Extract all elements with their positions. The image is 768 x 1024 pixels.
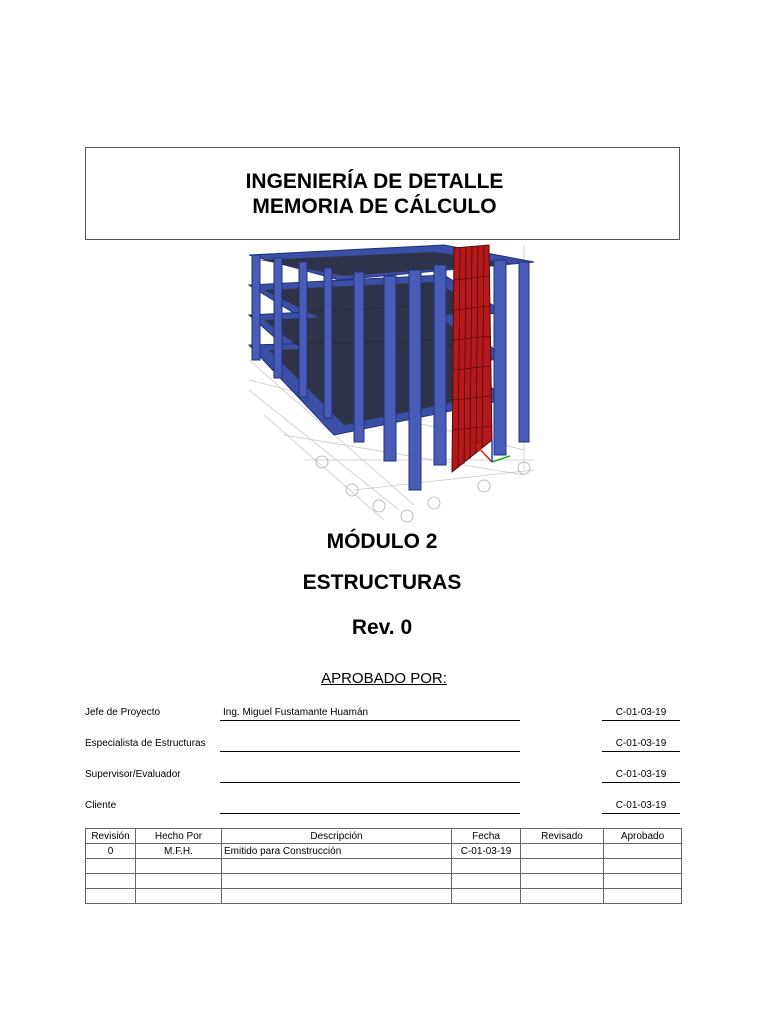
table-cell (521, 874, 604, 889)
table-cell: C-01-03-19 (452, 844, 521, 859)
discipline-heading: ESTRUCTURAS (302, 571, 462, 594)
table-cell (521, 844, 604, 859)
table-cell (452, 889, 521, 904)
table-cell: Emitido para Construcción (222, 844, 452, 859)
signature-line (220, 800, 520, 814)
table-row (86, 889, 682, 904)
signature-date: C-01-03-19 (602, 769, 680, 783)
column-header: Fecha (452, 829, 521, 844)
column-header: Revisión (86, 829, 136, 844)
table-row (86, 859, 682, 874)
table-cell (604, 844, 682, 859)
column-header: Descripción (222, 829, 452, 844)
table-cell: M.F.H. (136, 844, 222, 859)
signature-date: C-01-03-19 (602, 800, 680, 814)
table-row (86, 844, 682, 859)
table-cell (452, 859, 521, 874)
table-cell: 0 (86, 844, 136, 859)
signature-line (220, 769, 520, 783)
signature-row-supervisor (85, 769, 681, 789)
signature-line (220, 707, 520, 721)
column-header: Hecho Por (136, 829, 222, 844)
table-cell (136, 874, 222, 889)
title-box (85, 147, 680, 240)
table-cell (222, 859, 452, 874)
table-cell (604, 874, 682, 889)
table-cell (136, 859, 222, 874)
table-row (86, 874, 682, 889)
signature-role: Supervisor/Evaluador (85, 769, 181, 780)
table-cell (521, 859, 604, 874)
module-heading: MÓDULO 2 (326, 530, 438, 553)
table-cell (452, 874, 521, 889)
signature-row-project-lead (85, 707, 681, 727)
signature-role: Cliente (85, 800, 117, 811)
column-header: Revisado (521, 829, 604, 844)
table-cell (86, 859, 136, 874)
signature-date: C-01-03-19 (602, 738, 680, 752)
table-cell (222, 889, 452, 904)
title-line-2: MEMORIA DE CÁLCULO (252, 195, 497, 218)
signature-role: Especialista de Estructuras (85, 738, 206, 749)
building-structure-model-icon (244, 240, 544, 525)
column-header: Aprobado (604, 829, 682, 844)
table-cell (86, 874, 136, 889)
signature-date: C-01-03-19 (602, 707, 680, 721)
table-cell (604, 889, 682, 904)
table-cell (604, 859, 682, 874)
table-cell (86, 889, 136, 904)
title-line-1: INGENIERÍA DE DETALLE (245, 170, 504, 193)
table-cell (521, 889, 604, 904)
approved-by-heading: APROBADO POR: (321, 670, 447, 687)
table-cell (136, 889, 222, 904)
signature-row-client (85, 800, 681, 820)
signature-row-structural-specialist (85, 738, 681, 758)
signature-role: Jefe de Proyecto (85, 707, 161, 718)
signature-name: Ing. Miguel Fustamante Huamán (223, 707, 369, 718)
signature-line (220, 738, 520, 752)
table-cell (222, 874, 452, 889)
revision-heading: Rev. 0 (351, 616, 413, 639)
revision-table-header (86, 829, 682, 844)
revision-table (85, 828, 682, 904)
